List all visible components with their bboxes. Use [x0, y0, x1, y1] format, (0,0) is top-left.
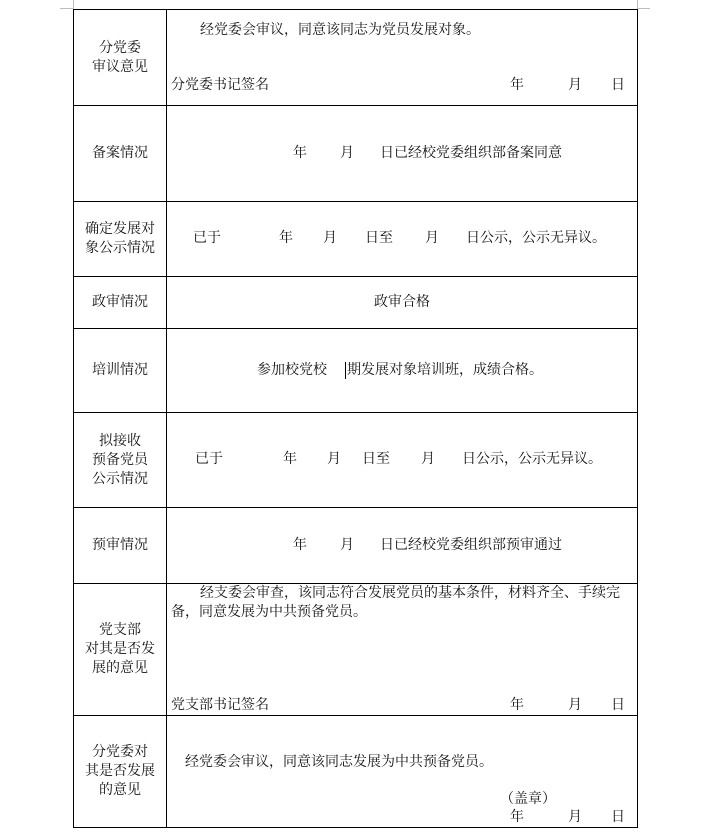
row-label-line: 预备党员 [92, 451, 148, 468]
publicity-result-text: 日公示，公示无异议。 [466, 230, 606, 246]
date-month-label: 月 [327, 451, 341, 467]
publicity-since-text: 已于 [195, 451, 223, 467]
cell-training[interactable] [167, 329, 637, 412]
cell-political-review[interactable] [167, 277, 637, 328]
opinion-text: 经支委会审查，该同志符合发展党员的基本条件，材料齐全、手续完备，同意发展为中共预备党员。 [171, 585, 620, 620]
date-year-label: 年 [510, 809, 524, 825]
page-corner-mark-left-vertical [73, 0, 74, 9]
row-political-review [74, 277, 637, 329]
cell-branch-opinion[interactable] [167, 584, 637, 715]
row-label-committee-opinion [74, 716, 167, 827]
row-probationary-publicity [74, 413, 637, 508]
row-label-line: 政审情况 [92, 294, 148, 310]
row-label-line: 确定发展对 [85, 221, 155, 237]
row-candidate-publicity [74, 202, 637, 277]
row-label-line: 对其是否发 [85, 641, 155, 657]
row-label-line: 审议意见 [92, 58, 148, 75]
row-pre-review [74, 508, 637, 584]
date-year-label: 年 [279, 230, 293, 246]
row-filing [74, 106, 637, 202]
date-year-label: 年 [510, 697, 524, 713]
date-month-label: 月 [568, 697, 582, 713]
row-branch-opinion [74, 584, 637, 716]
cell-committee-opinion[interactable] [167, 716, 637, 827]
opinion-text: 经党委会审议，同意该同志为党员发展对象。 [200, 22, 480, 38]
date-day-to-label: 日至 [365, 230, 393, 246]
date-month-label: 月 [340, 537, 354, 553]
row-label-probationary-publicity [74, 413, 167, 507]
filing-result-text: 日已经校党委组织部备案同意 [380, 145, 562, 161]
cell-candidate-publicity[interactable] [167, 202, 637, 276]
date-day-label: 日 [611, 809, 625, 825]
row-label-line: 展的意见 [92, 660, 148, 676]
row-label-candidate-publicity [74, 202, 167, 276]
row-label-branch-committee-review [74, 10, 167, 105]
date-year-label: 年 [293, 537, 307, 553]
publicity-since-text: 已于 [193, 230, 221, 246]
row-label-line: 拟接收 [99, 432, 141, 449]
date-year-label: 年 [510, 77, 524, 93]
row-label-filing [74, 106, 167, 201]
row-label-line: 备案情况 [92, 145, 148, 161]
date-month-label: 月 [568, 77, 582, 93]
training-text-before: 参加校党校 [257, 362, 327, 378]
page-corner-mark-right-vertical [637, 0, 638, 9]
party-member-development-table [73, 9, 638, 828]
page-corner-mark-right-horizontal [638, 8, 650, 9]
row-label-line: 分党委对 [92, 744, 148, 760]
row-label-line: 公示情况 [92, 470, 148, 487]
training-text-after: 期发展对象培训班，成绩合格。 [347, 362, 543, 378]
cell-filing[interactable] [167, 106, 637, 201]
date-month-label: 月 [421, 451, 435, 467]
date-month-label: 月 [340, 145, 354, 161]
page-corner-mark-left-horizontal [60, 8, 73, 9]
row-label-line: 培训情况 [92, 362, 148, 378]
row-label-line: 其是否发展 [85, 763, 155, 779]
date-month-label: 月 [568, 809, 582, 825]
date-month-label: 月 [425, 230, 439, 246]
row-label-branch-opinion [74, 584, 167, 715]
row-label-line: 党支部 [99, 622, 141, 638]
date-year-label: 年 [293, 145, 307, 161]
cell-branch-committee-review[interactable] [167, 10, 637, 105]
row-committee-opinion [74, 716, 637, 827]
row-label-line: 的意见 [99, 782, 141, 798]
row-label-line: 分党委 [99, 39, 141, 56]
date-day-label: 日 [611, 77, 625, 93]
row-branch-committee-review [74, 10, 637, 106]
date-month-label: 月 [323, 230, 337, 246]
political-review-result: 政审合格 [374, 294, 430, 310]
publicity-result-text: 日公示，公示无异议。 [462, 451, 602, 467]
cell-probationary-publicity[interactable] [167, 413, 637, 507]
date-year-label: 年 [283, 451, 297, 467]
row-training [74, 329, 637, 413]
opinion-text: 经党委会审议，同意该同志发展为中共预备党员。 [185, 754, 493, 770]
signature-label: 分党委书记签名 [171, 77, 269, 93]
cell-pre-review[interactable] [167, 508, 637, 583]
date-day-to-label: 日至 [362, 451, 390, 467]
seal-label: （盖章） [500, 791, 556, 807]
row-label-line: 象公示情况 [85, 240, 155, 256]
row-label-pre-review [74, 508, 167, 583]
signature-label: 党支部书记签名 [171, 697, 269, 713]
text-cursor [345, 362, 346, 379]
row-label-training [74, 329, 167, 412]
pre-review-result-text: 日已经校党委组织部预审通过 [380, 537, 562, 553]
row-label-line: 预审情况 [92, 537, 148, 553]
row-label-political-review [74, 277, 167, 328]
date-day-label: 日 [611, 697, 625, 713]
